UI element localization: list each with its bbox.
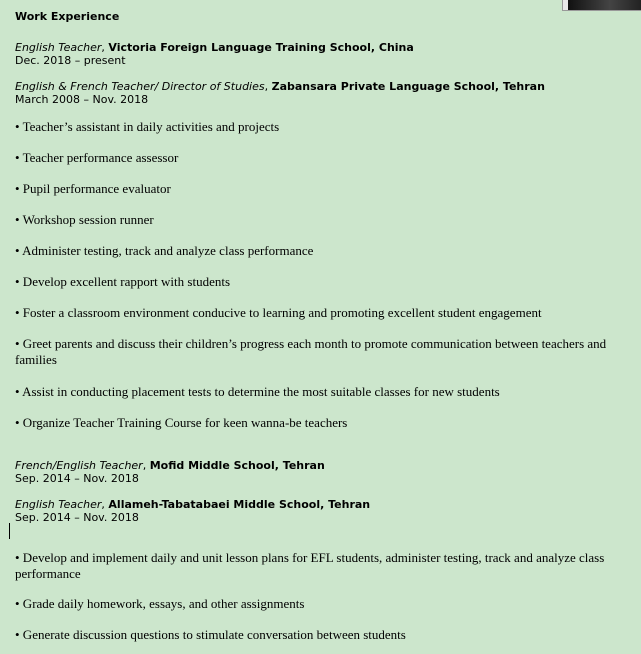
list-item: • Workshop session runner — [15, 212, 154, 227]
list-item: • Grade daily homework, essays, and other assignments — [15, 596, 305, 611]
job-separator: , — [101, 41, 109, 54]
job-title-line — [15, 80, 629, 93]
list-item: • Pupil performance evaluator — [15, 181, 171, 196]
job-role: English Teacher — [15, 498, 102, 511]
list-item: • Foster a classroom environment conducive to learning and promoting excellent student engagement — [15, 305, 542, 320]
job-title-line — [15, 498, 629, 511]
list-item: • Generate discussion questions to stimulate conversation between students — [15, 627, 406, 642]
job-title-line — [15, 459, 629, 472]
job-organization: Mofid Middle School, Tehran — [149, 459, 325, 472]
list-item: • Develop excellent rapport with students — [15, 274, 231, 289]
job-role: English & French Teacher/ Director of Studies — [15, 80, 265, 93]
job-dates: Sep. 2014 – Nov. 2018 — [15, 472, 139, 485]
job-organization: Zabansara Private Language School, Tehran — [271, 80, 545, 93]
text-cursor[interactable] — [9, 523, 10, 539]
list-item: • Organize Teacher Training Course for keen wanna-be teachers — [15, 415, 348, 430]
list-item: • Teacher’s assistant in daily activities and projects — [15, 119, 280, 134]
section-title: Work Experience — [15, 10, 120, 23]
job-separator: , — [101, 498, 109, 511]
job-organization: Allameh-Tabatabaei Middle School, Tehran — [108, 498, 371, 511]
job-role: English Teacher — [15, 41, 102, 54]
job-dates: Dec. 2018 – present — [15, 54, 126, 67]
job-role: French/English Teacher — [15, 459, 143, 472]
list-item: • Assist in conducting placement tests to determine the most suitable classes for new students — [15, 384, 500, 399]
list-item: • Greet parents and discuss their children’s progress each month to promote communication between teachers and families — [15, 336, 607, 367]
job-dates: Sep. 2014 – Nov. 2018 — [15, 511, 139, 524]
list-item: • Teacher performance assessor — [15, 150, 179, 165]
job-organization: Victoria Foreign Language Training School, China — [108, 41, 414, 54]
job-title-line — [15, 41, 629, 54]
job-dates: March 2008 – Nov. 2018 — [15, 93, 149, 106]
job-separator: , — [264, 80, 272, 93]
job-separator: , — [142, 459, 150, 472]
list-item: • Develop and implement daily and unit lesson plans for EFL students, administer testing, track and analyze class performance — [15, 550, 605, 581]
list-item: • Administer testing, track and analyze class performance — [15, 243, 314, 258]
